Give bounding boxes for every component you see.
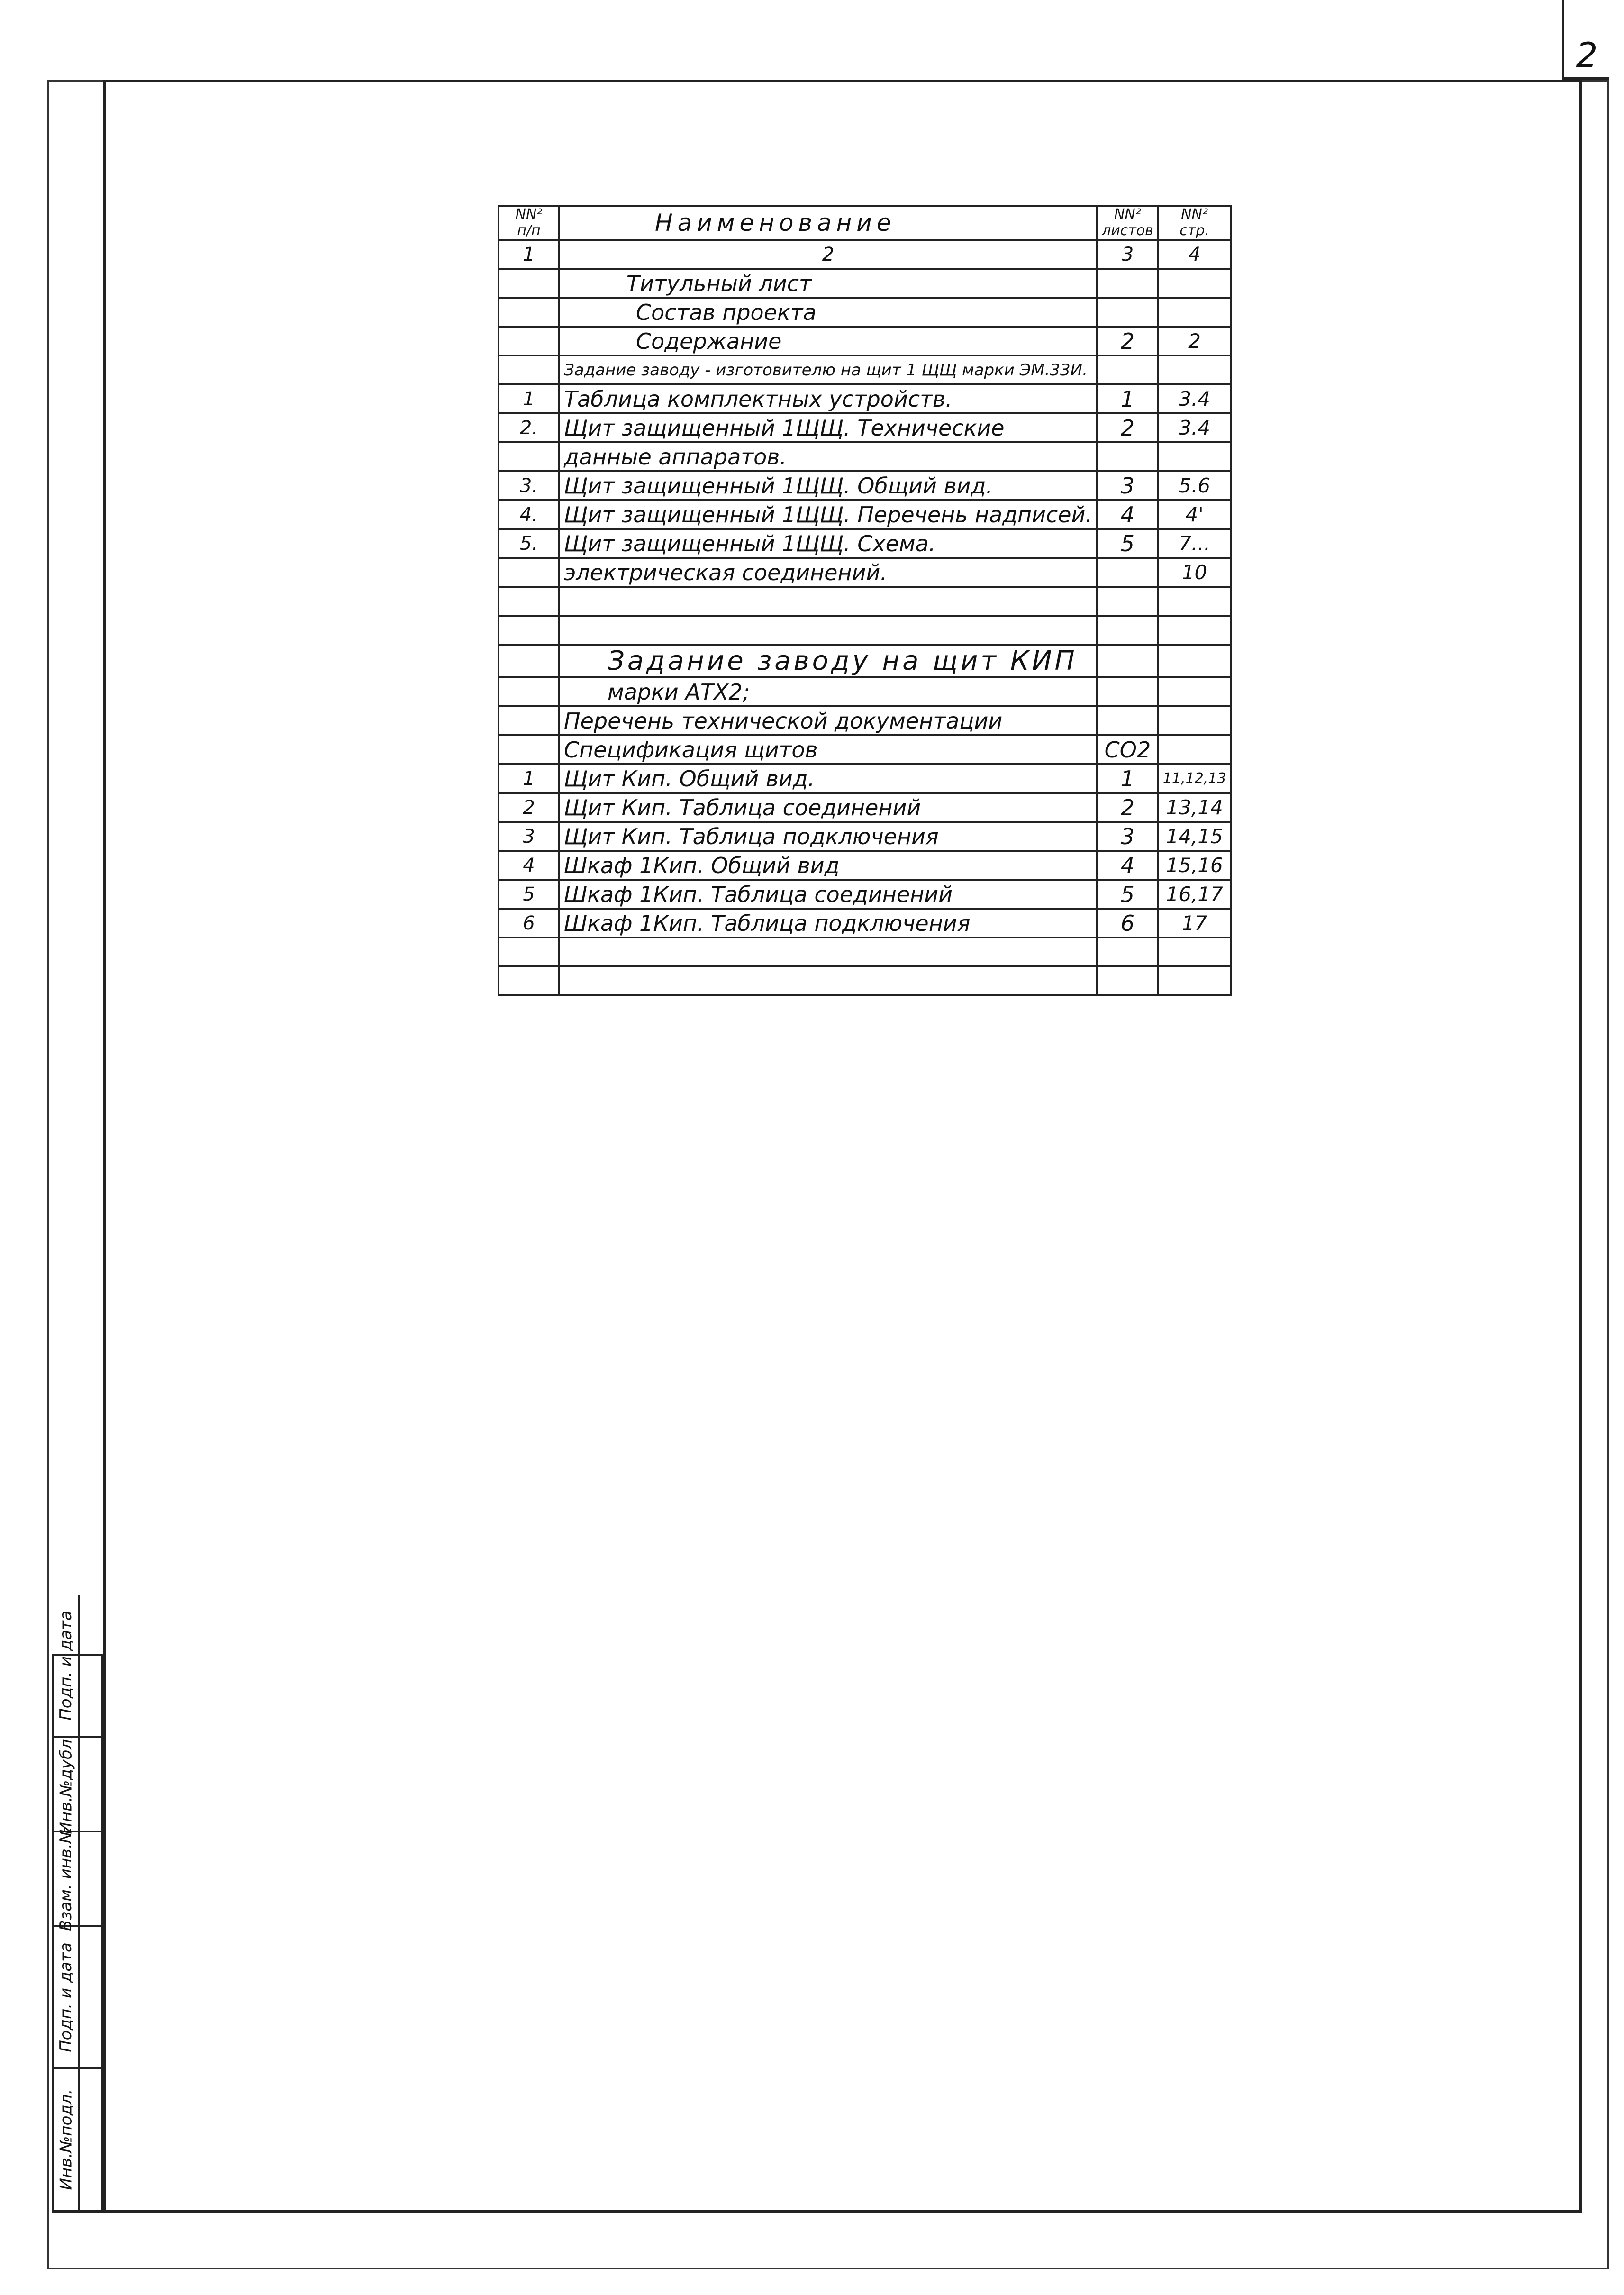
table-row: [499, 909, 1231, 938]
row-name: Перечень технической документации: [559, 706, 1097, 735]
row-number: [499, 645, 559, 677]
table-row: [499, 735, 1231, 764]
row-name: Шкаф 1Кип. Таблица подключения: [559, 909, 1097, 938]
row-name: Шкаф 1Кип. Общий вид: [559, 851, 1097, 880]
row-sheets: 5: [1097, 880, 1158, 909]
row-sheets: 2: [1097, 793, 1158, 822]
row-sheets: 6: [1097, 909, 1158, 938]
row-name: Щит защищенный 1ЩЩ. Перечень надписей.: [559, 500, 1097, 529]
table-row: [499, 764, 1231, 793]
table-row: [499, 938, 1231, 966]
row-name: марки АТХ2;: [559, 677, 1097, 706]
row-number: 3.: [499, 471, 559, 500]
row-name: [559, 587, 1097, 616]
header-title: Наименование: [559, 206, 1097, 240]
table-body: [499, 269, 1231, 995]
stamp-field-label-box: [54, 1927, 80, 2067]
row-name: Щит защищенный 1ЩЩ. Технические: [559, 413, 1097, 442]
stamp-field-label: Инв.№подл.: [56, 2089, 76, 2190]
row-sheets: [1097, 938, 1158, 966]
stamp-field-label: Подп. и дата: [56, 1942, 76, 2052]
stamp-field-label-box: [54, 1734, 80, 1834]
row-sheets: 5: [1097, 529, 1158, 558]
row-number: 2: [499, 793, 559, 822]
header-pages-bottom: стр.: [1179, 222, 1209, 239]
table-row: [499, 413, 1231, 442]
row-number: 3: [499, 822, 559, 851]
row-pages: 13,14: [1158, 793, 1231, 822]
row-number: [499, 269, 559, 298]
row-number: [499, 966, 559, 995]
row-sheets: [1097, 645, 1158, 677]
row-number: [499, 298, 559, 327]
row-sheets: 1: [1097, 384, 1158, 413]
row-pages: 15,16: [1158, 851, 1231, 880]
row-number: [499, 616, 559, 645]
stamp-field: [54, 1595, 101, 1738]
row-sheets: 4: [1097, 851, 1158, 880]
row-sheets: 1: [1097, 764, 1158, 793]
row-name: Щит Кип. Общий вид.: [559, 764, 1097, 793]
table-row: [499, 793, 1231, 822]
table-row: [499, 851, 1231, 880]
row-pages: 4': [1158, 500, 1231, 529]
table-row: [499, 298, 1231, 327]
row-sheets: [1097, 616, 1158, 645]
row-pages: 2: [1158, 327, 1231, 355]
row-sheets: 3: [1097, 471, 1158, 500]
row-number: 4: [499, 851, 559, 880]
column-index: 1: [499, 240, 559, 269]
row-name: Щит Кип. Таблица подключения: [559, 822, 1097, 851]
row-name: [559, 938, 1097, 966]
row-pages: [1158, 645, 1231, 677]
header-pages: [1158, 206, 1231, 240]
table-row: [499, 966, 1231, 995]
table-row: [499, 442, 1231, 471]
header-item-number-bottom: п/п: [517, 222, 541, 239]
header-pages-top: NN²: [1181, 206, 1208, 223]
row-name: электрическая соединений.: [559, 558, 1097, 587]
stamp-field: [54, 2069, 101, 2212]
table-row: [499, 471, 1231, 500]
table-header-row: [499, 206, 1231, 240]
sheet-number: 2: [1562, 32, 1609, 80]
row-sheets: [1097, 706, 1158, 735]
column-index: 4: [1158, 240, 1231, 269]
row-number: 4.: [499, 500, 559, 529]
stamp-field-label-box: [54, 2069, 80, 2210]
table-row: [499, 384, 1231, 413]
stamp-field-label-box: [54, 1826, 80, 1931]
row-pages: 10: [1158, 558, 1231, 587]
row-name: Содержание: [559, 327, 1097, 355]
row-number: [499, 558, 559, 587]
row-number: [499, 587, 559, 616]
row-pages: [1158, 706, 1231, 735]
row-pages: [1158, 616, 1231, 645]
row-name: данные аппаратов.: [559, 442, 1097, 471]
row-sheets: [1097, 558, 1158, 587]
header-sheets-bottom: листов: [1102, 222, 1153, 239]
row-sheets: [1097, 355, 1158, 384]
row-sheets: [1097, 587, 1158, 616]
row-name: Задание заводу - изготовителю на щит 1 ЩЩ марки ЭМ.33И.: [559, 355, 1097, 384]
row-sheets: [1097, 298, 1158, 327]
table-row: [499, 269, 1231, 298]
table-row: [499, 645, 1231, 677]
side-stamp: [52, 1611, 103, 2213]
row-number: [499, 677, 559, 706]
table-row: [499, 355, 1231, 384]
row-number: [499, 327, 559, 355]
row-pages: [1158, 442, 1231, 471]
row-name: Состав проекта: [559, 298, 1097, 327]
row-number: [499, 355, 559, 384]
column-index: 3: [1097, 240, 1158, 269]
row-name: Задание заводу на щит КИП: [559, 645, 1097, 677]
header-item-number-top: NN²: [515, 206, 543, 223]
row-pages: [1158, 966, 1231, 995]
table-row: [499, 880, 1231, 909]
stamp-field: [54, 1826, 101, 1931]
header-item-number: [499, 206, 559, 240]
table-row: [499, 500, 1231, 529]
row-pages: 5.6: [1158, 471, 1231, 500]
row-number: 6: [499, 909, 559, 938]
row-sheets: 2: [1097, 327, 1158, 355]
stamp-field-label: Взам. инв.№: [56, 1826, 76, 1931]
row-pages: [1158, 677, 1231, 706]
row-sheets: [1097, 442, 1158, 471]
row-name: Спецификация щитов: [559, 735, 1097, 764]
row-pages: 7...: [1158, 529, 1231, 558]
row-pages: [1158, 587, 1231, 616]
row-pages: [1158, 355, 1231, 384]
table-row: [499, 706, 1231, 735]
row-pages: [1158, 298, 1231, 327]
row-number: 5: [499, 880, 559, 909]
stamp-field: [54, 1927, 101, 2069]
row-pages: [1158, 938, 1231, 966]
stamp-field-label: Инв.№дубл.: [56, 1734, 76, 1834]
row-name: Таблица комплектных устройств.: [559, 384, 1097, 413]
row-pages: 11,12,13: [1158, 764, 1231, 793]
row-pages: 17: [1158, 909, 1231, 938]
row-sheets: 3: [1097, 822, 1158, 851]
row-number: [499, 735, 559, 764]
row-name: Титульный лист: [559, 269, 1097, 298]
row-sheets: [1097, 269, 1158, 298]
row-pages: 16,17: [1158, 880, 1231, 909]
row-pages: 14,15: [1158, 822, 1231, 851]
row-name: Шкаф 1Кип. Таблица соединений: [559, 880, 1097, 909]
row-number: [499, 938, 559, 966]
table-row: [499, 822, 1231, 851]
row-sheets: 2: [1097, 413, 1158, 442]
row-name: [559, 966, 1097, 995]
stamp-field-label-box: [54, 1595, 80, 1736]
row-number: [499, 706, 559, 735]
row-sheets: [1097, 966, 1158, 995]
row-name: [559, 616, 1097, 645]
row-sheets: [1097, 677, 1158, 706]
row-pages: [1158, 269, 1231, 298]
row-number: [499, 442, 559, 471]
table-row: [499, 616, 1231, 645]
column-index: 2: [559, 240, 1097, 269]
header-sheets-top: NN²: [1114, 206, 1141, 223]
row-pages: 3.4: [1158, 413, 1231, 442]
row-name: Щит защищенный 1ЩЩ. Общий вид.: [559, 471, 1097, 500]
column-index-row: [499, 240, 1231, 269]
header-sheets: [1097, 206, 1158, 240]
row-name: Щит Кип. Таблица соединений: [559, 793, 1097, 822]
stamp-field: [54, 1734, 101, 1834]
row-number: 1: [499, 384, 559, 413]
stamp-field-label: Подп. и дата: [56, 1611, 76, 1721]
contents-table: [498, 205, 1232, 996]
table-row: [499, 529, 1231, 558]
row-name: Щит защищенный 1ЩЩ. Схема.: [559, 529, 1097, 558]
table-row: [499, 327, 1231, 355]
table-row: [499, 587, 1231, 616]
row-number: 5.: [499, 529, 559, 558]
row-pages: 3.4: [1158, 384, 1231, 413]
row-number: 2.: [499, 413, 559, 442]
row-pages: [1158, 735, 1231, 764]
table-row: [499, 677, 1231, 706]
row-number: 1: [499, 764, 559, 793]
table-row: [499, 558, 1231, 587]
row-sheets: 4: [1097, 500, 1158, 529]
row-sheets: СО2: [1097, 735, 1158, 764]
